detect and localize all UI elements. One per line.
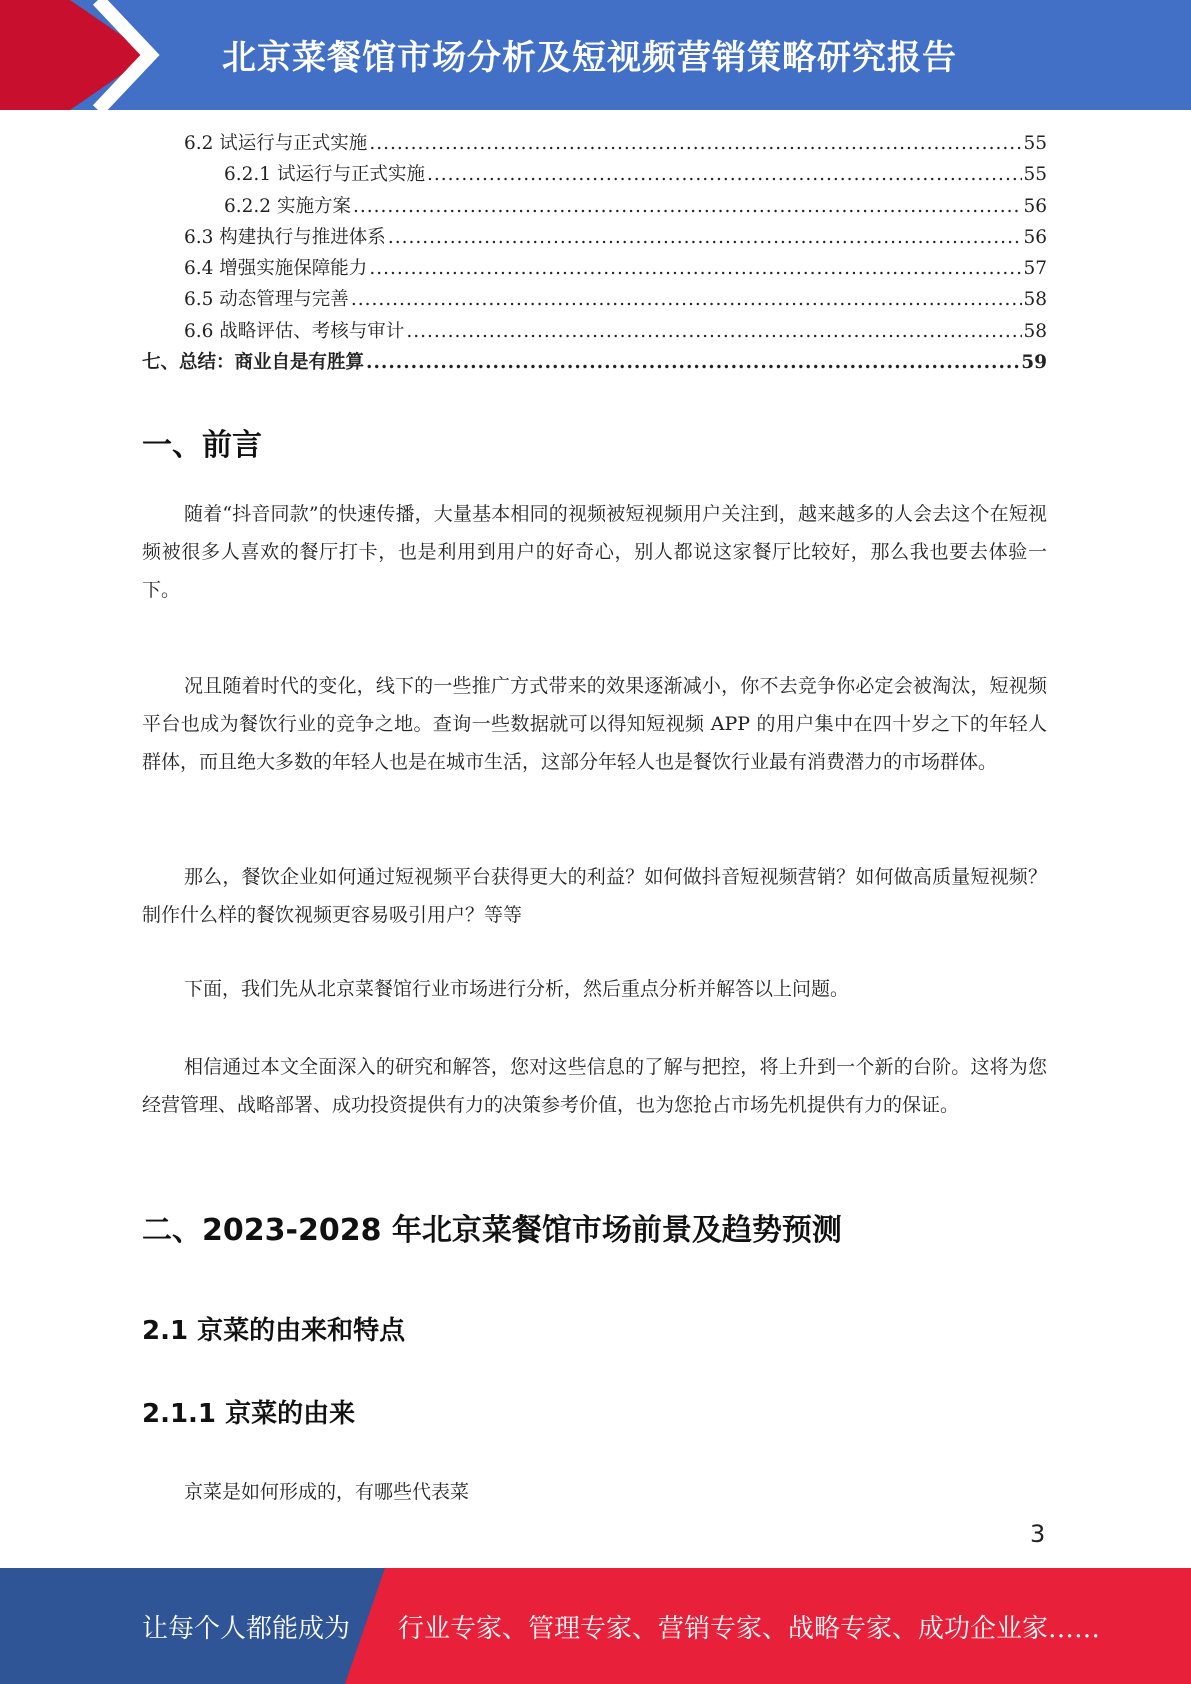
toc-entry-page: 58 <box>1023 289 1047 311</box>
toc-entry[interactable] <box>142 128 1047 159</box>
toc-leader-dots <box>353 191 1023 222</box>
toc-leader-dots <box>369 128 1022 159</box>
table-of-contents <box>142 128 1047 378</box>
footer-slogan-right: 行业专家、管理专家、营销专家、战略专家、成功企业家…… <box>398 1614 1101 1644</box>
toc-entry-page: 56 <box>1023 195 1047 217</box>
header-red-arrow <box>0 0 150 110</box>
toc-entry-page: 58 <box>1023 320 1047 342</box>
toc-entry-page: 55 <box>1023 133 1047 154</box>
toc-entry[interactable] <box>142 222 1047 253</box>
toc-entry-chapter[interactable] <box>142 347 1047 378</box>
body-paragraph: 京菜是如何形成的，有哪些代表菜 <box>184 1481 470 1503</box>
toc-entry[interactable] <box>142 191 1047 222</box>
toc-entry-label: 6.4 增强实施保障能力 <box>184 258 368 280</box>
toc-entry-page: 56 <box>1023 226 1047 248</box>
toc-entry-page: 55 <box>1023 164 1047 186</box>
body-paragraph: 下面，我们先从北京菜餐馆行业市场进行分析，然后重点分析并解答以上问题。 <box>184 978 850 1000</box>
toc-entry-label: 6.3 构建执行与推进体系 <box>184 226 386 248</box>
toc-entry[interactable] <box>142 253 1047 284</box>
toc-leader-dots <box>427 159 1022 190</box>
toc-entry-label: 6.5 动态管理与完善 <box>184 289 349 311</box>
toc-entry[interactable] <box>142 284 1047 315</box>
toc-entry-label: 七、总结：商业自是有胜算 <box>142 352 365 374</box>
toc-leader-dots <box>388 222 1023 253</box>
toc-entry[interactable] <box>142 316 1047 347</box>
body-paragraph: 随着“抖音同款”的快速传播，大量基本相同的视频被短视频用户关注到，越来越多的人会去这个在短视频被很多人喜欢的餐厅打卡，也是利用到用户的好奇心，别人都说这家餐厅比较好，那么我也要去体验一下。 <box>142 503 1047 601</box>
body-paragraph: 相信通过本文全面深入的研究和解答，您对这些信息的了解与把控，将上升到一个新的台阶。这将为您经营管理、战略部署、成功投资提供有力的决策参考价值，也为您抢占市场先机提供有力的保证。 <box>142 1056 1047 1116</box>
toc-entry-label: 6.2.1 试运行与正式实施 <box>224 164 425 186</box>
body-paragraph: 那么，餐饮企业如何通过短视频平台获得更大的利益？如何做抖音短视频营销？如何做高质量短视频？制作什么样的餐饮视频更容易吸引用户？等等 <box>142 866 1047 926</box>
heading-preface: 一、前言 <box>142 428 262 463</box>
page-footer <box>0 1568 1191 1684</box>
toc-entry[interactable] <box>142 159 1047 190</box>
page-number: 3 <box>1030 1520 1046 1548</box>
heading-2-1-1: 2.1.1 京菜的由来 <box>142 1399 356 1429</box>
toc-entry-label: 6.2 试运行与正式实施 <box>184 133 368 154</box>
header-title: 北京菜餐馆市场分析及短视频营销策略研究报告 <box>222 38 957 78</box>
heading-forecast: 二、2023-2028 年北京菜餐馆市场前景及趋势预测 <box>142 1213 842 1248</box>
toc-leader-dots <box>369 253 1022 284</box>
body-paragraph: 况且随着时代的变化，线下的一些推广方式带来的效果逐渐减小，你不去竞争你必定会被淘汰，短视频平台也成为餐饮行业的竞争之地。查询一些数据就可以得知短视频 APP 的用户集中在四十岁之下的年轻人群体，而且绝大多数的年轻人也是在城市生活，这部分年轻人也是餐饮行业最有消费潜力的市场群体。 <box>142 675 1047 773</box>
toc-entry-page: 59 <box>1021 352 1047 374</box>
toc-leader-dots <box>366 347 1020 378</box>
toc-leader-dots <box>351 284 1023 315</box>
page-header <box>0 0 1191 110</box>
toc-entry-label: 6.2.2 实施方案 <box>224 195 351 217</box>
footer-slogan-left: 让每个人都能成为 <box>142 1614 351 1644</box>
toc-entry-label: 6.6 战略评估、考核与审计 <box>184 320 405 342</box>
toc-entry-page: 57 <box>1023 258 1047 280</box>
heading-2-1: 2.1 京菜的由来和特点 <box>142 1316 406 1346</box>
toc-leader-dots <box>406 316 1022 347</box>
